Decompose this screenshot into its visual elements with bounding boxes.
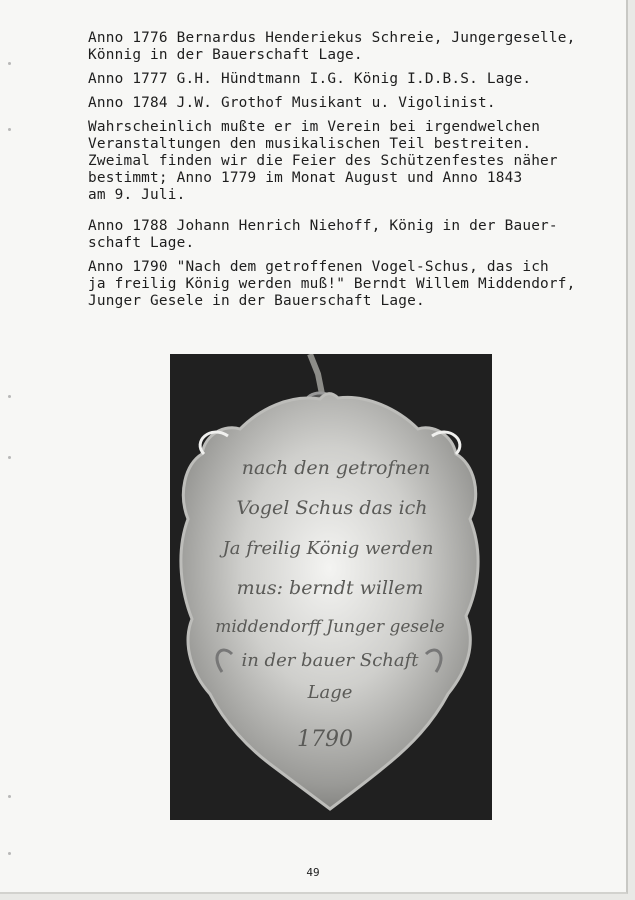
margin-speck: [8, 456, 11, 459]
margin-speck: [8, 395, 11, 398]
margin-speck: [8, 128, 11, 131]
paragraph-1776: Anno 1776 Bernardus Henderiekus Schreie, Jungergeselle, Könnig in der Bauerschaft Lage.: [88, 30, 576, 63]
paragraph-1790: Anno 1790 "Nach dem getroffenen Vogel-Schus, das ich ja freilig König werden muß!" Berndt Willem Middendorf, Junger Gesele in der Bauerschaft Lage.: [88, 259, 576, 309]
margin-speck: [8, 795, 11, 798]
margin-speck: [8, 852, 11, 855]
engraving-line: Lage: [307, 682, 353, 703]
engraving-line: Vogel Schus das ich: [236, 497, 428, 519]
paragraph-1777: Anno 1777 G.H. Hündtmann I.G. König I.D.B.S. Lage.: [88, 71, 532, 87]
engraving-line: Ja freilig König werden: [222, 538, 434, 559]
paragraph-1788: Anno 1788 Johann Henrich Niehoff, König in der Bauer- schaft Lage.: [88, 218, 558, 251]
body-text: [88, 30, 598, 317]
paragraph-1784: Anno 1784 J.W. Grothof Musikant u. Vigolinist.: [88, 95, 496, 111]
engraving-line: middendorff Junger gesele: [215, 617, 445, 637]
engraving-line: in der bauer Schaft: [241, 650, 419, 671]
page-number: 49: [306, 866, 320, 879]
plaque-illustration: [170, 354, 492, 820]
paragraph-celebration: Wahrscheinlich mußte er im Verein bei irgendwelchen Veranstaltungen den musikalischen Teil bestreiten. Zweimal finden wir die Feier des Schützenfestes näher bestimmt; Anno 1779 im Monat August und Anno 1843 am 9. Juli.: [88, 119, 558, 203]
margin-speck: [8, 62, 11, 65]
engraving-year: 1790: [297, 727, 353, 752]
engraving-line: nach den getrofnen: [241, 457, 431, 479]
engraving-line: mus: berndt willem: [236, 577, 424, 599]
silver-plaque-photo: [170, 354, 492, 820]
